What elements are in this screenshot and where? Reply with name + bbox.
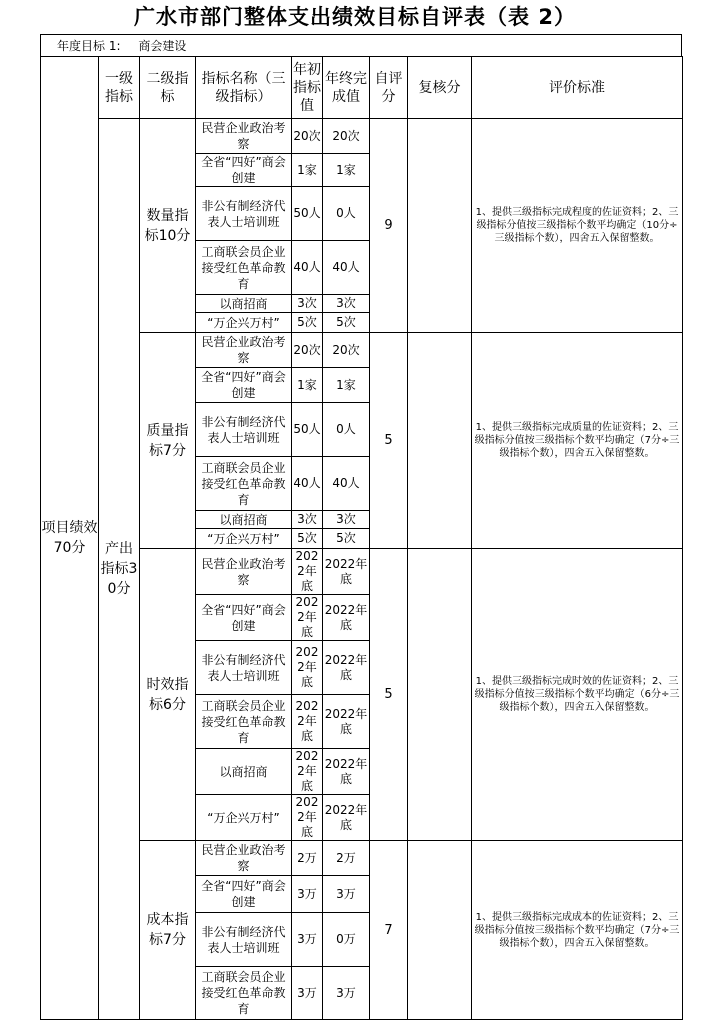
final-value-cell: 2022年底 — [323, 549, 370, 595]
initial-value-cell: 20次 — [292, 119, 323, 154]
initial-value-cell: 50人 — [292, 403, 323, 457]
criteria-cell: 1、提供三级指标完成质量的佐证资料；2、三级指标分值按三级指标个数平均确定（7分÷三级指标个数），四舍五入保留整数。 — [472, 333, 683, 549]
final-value-cell: 2022年底 — [323, 641, 370, 695]
final-value-cell: 2022年底 — [323, 795, 370, 841]
indicator-name-cell: 民营企业政治考察 — [196, 841, 292, 876]
indicator-name-cell: 工商联会员企业接受红色革命教育 — [196, 695, 292, 749]
table-row — [41, 119, 683, 154]
indicator-name-cell: 非公有制经济代表人士培训班 — [196, 187, 292, 241]
indicator-name-cell: 民营企业政治考察 — [196, 333, 292, 368]
indicator-name-cell: 以商招商 — [196, 511, 292, 529]
final-value-cell: 2022年底 — [323, 749, 370, 795]
initial-value-cell: 3万 — [292, 876, 323, 913]
final-value-cell: 0人 — [323, 187, 370, 241]
final-value-cell: 5次 — [323, 529, 370, 549]
output-indicator-cell: 产出指标30分 — [99, 119, 140, 1020]
initial-value-cell: 20次 — [292, 333, 323, 368]
final-value-cell: 0万 — [323, 913, 370, 967]
header-row — [41, 57, 683, 119]
final-value-cell: 20次 — [323, 119, 370, 154]
project-performance-cell: 项目绩效70分 — [41, 57, 99, 1020]
header-criteria: 评价标准 — [472, 57, 683, 119]
review-score-cell — [408, 119, 472, 333]
initial-value-cell: 5次 — [292, 529, 323, 549]
final-value-cell: 0人 — [323, 403, 370, 457]
review-score-cell — [408, 549, 472, 841]
indicator-name-cell: 全省“四好”商会创建 — [196, 368, 292, 403]
final-value-cell: 3次 — [323, 511, 370, 529]
indicator-name-cell: 全省“四好”商会创建 — [196, 876, 292, 913]
final-value-cell: 2万 — [323, 841, 370, 876]
initial-value-cell: 2022年底 — [292, 549, 323, 595]
self-score-cell: 5 — [370, 333, 408, 549]
year-goal-value: 商会建设 — [138, 39, 187, 53]
page-title: 广水市部门整体支出绩效目标自评表（表 2） — [134, 5, 576, 29]
final-value-cell: 40人 — [323, 457, 370, 511]
criteria-cell: 1、提供三级指标完成时效的佐证资料；2、三级指标分值按三级指标个数平均确定（6分÷三级指标个数），四舍五入保留整数。 — [472, 549, 683, 841]
indicator-name-cell: 工商联会员企业接受红色革命教育 — [196, 967, 292, 1020]
header-indicator: 指标名称（三级指标） — [196, 57, 292, 119]
final-value-cell: 1家 — [323, 154, 370, 187]
indicator-name-cell: 工商联会员企业接受红色革命教育 — [196, 241, 292, 295]
self-score-cell: 9 — [370, 119, 408, 333]
initial-value-cell: 3次 — [292, 295, 323, 313]
indicator-name-cell: 以商招商 — [196, 295, 292, 313]
header-initial: 年初指标值 — [292, 57, 323, 119]
indicator-name-cell: “万企兴万村” — [196, 529, 292, 549]
initial-value-cell: 2022年底 — [292, 795, 323, 841]
indicator-name-cell: “万企兴万村” — [196, 313, 292, 333]
indicator-name-cell: 民营企业政治考察 — [196, 549, 292, 595]
initial-value-cell: 2022年底 — [292, 595, 323, 641]
header-level2: 二级指标 — [140, 57, 196, 119]
initial-value-cell: 1家 — [292, 368, 323, 403]
initial-value-cell: 40人 — [292, 457, 323, 511]
initial-value-cell: 5次 — [292, 313, 323, 333]
initial-value-cell: 1家 — [292, 154, 323, 187]
initial-value-cell: 40人 — [292, 241, 323, 295]
initial-value-cell: 50人 — [292, 187, 323, 241]
final-value-cell: 3次 — [323, 295, 370, 313]
year-goal-row — [40, 34, 682, 56]
final-value-cell: 2022年底 — [323, 595, 370, 641]
header-level1: 一级指标 — [99, 57, 140, 119]
indicator-name-cell: 工商联会员企业接受红色革命教育 — [196, 457, 292, 511]
final-value-cell: 20次 — [323, 333, 370, 368]
criteria-cell: 1、提供三级指标完成程度的佐证资料；2、三级指标分值按三级指标个数平均确定（10分÷三级指标个数），四舍五入保留整数。 — [472, 119, 683, 333]
self-score-cell: 7 — [370, 841, 408, 1020]
final-value-cell: 40人 — [323, 241, 370, 295]
indicator-name-cell: 以商招商 — [196, 749, 292, 795]
level2-indicator-cell: 数量指标10分 — [140, 119, 196, 333]
final-value-cell: 3万 — [323, 876, 370, 913]
final-value-cell: 3万 — [323, 967, 370, 1020]
initial-value-cell: 2022年底 — [292, 641, 323, 695]
level2-indicator-cell: 时效指标6分 — [140, 549, 196, 841]
criteria-cell: 1、提供三级指标完成成本的佐证资料；2、三级指标分值按三级指标个数平均确定（7分÷三级指标个数），四舍五入保留整数。 — [472, 841, 683, 1020]
indicator-name-cell: “万企兴万村” — [196, 795, 292, 841]
header-final: 年终完成值 — [323, 57, 370, 119]
header-review-score: 复核分 — [408, 57, 472, 119]
final-value-cell: 1家 — [323, 368, 370, 403]
evaluation-table — [40, 56, 683, 1020]
self-score-cell: 5 — [370, 549, 408, 841]
review-score-cell — [408, 333, 472, 549]
initial-value-cell: 3次 — [292, 511, 323, 529]
final-value-cell: 5次 — [323, 313, 370, 333]
final-value-cell: 2022年底 — [323, 695, 370, 749]
indicator-name-cell: 非公有制经济代表人士培训班 — [196, 641, 292, 695]
initial-value-cell: 3万 — [292, 967, 323, 1020]
initial-value-cell: 2万 — [292, 841, 323, 876]
indicator-name-cell: 非公有制经济代表人士培训班 — [196, 403, 292, 457]
initial-value-cell: 3万 — [292, 913, 323, 967]
year-goal-label: 年度目标 1: — [57, 39, 121, 53]
level2-indicator-cell: 成本指标7分 — [140, 841, 196, 1020]
indicator-name-cell: 全省“四好”商会创建 — [196, 154, 292, 187]
initial-value-cell: 2022年底 — [292, 749, 323, 795]
header-self-score: 自评分 — [370, 57, 408, 119]
indicator-name-cell: 民营企业政治考察 — [196, 119, 292, 154]
initial-value-cell: 2022年底 — [292, 695, 323, 749]
level2-indicator-cell: 质量指标7分 — [140, 333, 196, 549]
indicator-name-cell: 全省“四好”商会创建 — [196, 595, 292, 641]
indicator-name-cell: 非公有制经济代表人士培训班 — [196, 913, 292, 967]
review-score-cell — [408, 841, 472, 1020]
